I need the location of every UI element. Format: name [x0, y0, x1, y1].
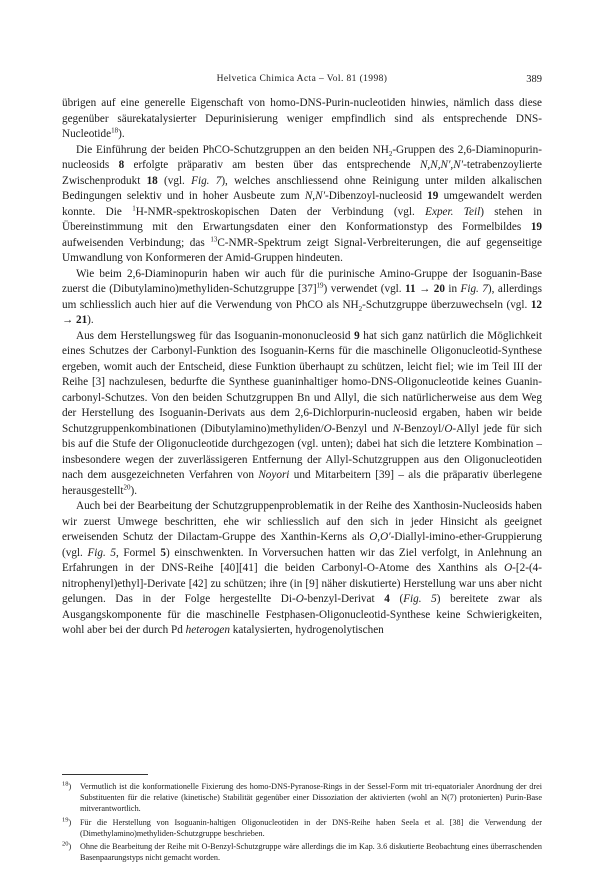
footnote-text: Ohne die Bearbeitung der Reihe mit O-Benzyl-Schutzgruppe wäre allerdings die im Kap. 3.6 diskutierte Beobachtung eines überraschenden Basenpaarungstyps nicht gemacht worden.	[80, 842, 542, 863]
page-number: 389	[526, 74, 542, 85]
paragraph-5: Auch bei der Bearbeitung der Schutzgruppenproblematik in der Reihe des Xanthosin-Nucleosids haben wir zuerst Umwege beschritten, ehe wir schliesslich auf den sich in jeder Hinsicht als geeignet erweisenden Schutz der Dilactam-Gruppe des Xanthin-Kerns als O,O′-Diallyl-imino-ether-Gruppierung (vgl. Fig. 5, Formel 5) einschwenkten. In Vorversuchen hatten wir das Ziel verfolgt, in Anlehnung an Erfahrungen in der DNS-Reihe [40][41] die beiden Carbonyl-O-Atome des Xanthins als O-[2-(4-nitrophenyl)ethyl]-Derivate [42] zu schützen; ihre (in [9] näher diskutierte) Herstellung war uns aber nicht gelungen. Das in der Folge hergestellte Di-O-benzyl-Derivat 4 (Fig. 5) bereitete zwar als Ausgangskomponente für die maschinelle Festphasen-Oligonucleotid-Synthese keine Schwierigkeiten, wohl aber bei der durch Pd heterogen katalysierten, hydrogenolytischen	[62, 500, 543, 636]
footnote	[62, 841, 542, 863]
footnote-number: $^{19}$)	[62, 815, 72, 827]
running-head: Helvetica Chimica Acta – Vol. 81 (1998)	[216, 74, 388, 84]
footnote-rule	[62, 774, 148, 775]
footnotes	[62, 781, 542, 865]
footnote	[62, 817, 542, 839]
paragraph-4: Aus dem Herstellungsweg für das Isoguanin-mononucleosid 9 hat sich ganz natürlich die Möglichkeit eines Schutzes der Carbonyl-Funktion des Isoguanin-Kerns für die maschinelle Oligonucleotid-Synthese ergeben, womit auch der Entscheid, diese Funktion überhaupt zu schützen, leicht fiel; wie im Teil III der Reihe [3] nachzulesen, bedurfte die Synthese guaninhaltiger homo-DNS-Oligonucleotide keines Guanin-carbonyl-Schutzes. Von den beiden Schutzgruppen Bn und Allyl, die sich natürlicherweise aus dem Weg der Herstellung des Isoguanin-Derivats aus dem 2,6-Dichlorpurin-nucleosid ergaben, haben wir beide Schutzgruppenkombinationen (Dibutylamino)methyliden/O-Benzyl und N-Benzoyl/O-Allyl jede für sich bis auf die Stufe der Oligonucleotide durchgezogen (vgl. unten); dabei hat sich die letztere Kombination – insbesondere wegen der zuverlässigeren Entfernung der Allyl-Schutzgruppen aus den Oligonucleotiden nach dem ausgezeichneten Verfahren von Noyori und Mitarbeitern [39] – als die präparativ überlegene herausgestellt$^{20}$).	[62, 329, 542, 497]
footnote	[62, 781, 542, 815]
footnote-text: Vermutlich ist die konformationelle Fixierung des homo-DNS-Pyranose-Rings in der Sessel-Form mit tri-equatorialer Anordnung der drei Substituenten für die relative (kinetische) Stabilität gegenüber einer Dissoziation der aktivierten (wohl an N(7) protonierten) Purin-Base mitverantwortlich.	[80, 782, 542, 814]
paragraph-1: übrigen auf eine generelle Eigenschaft von homo-DNS-Purin-nucleotiden hinwies, nämlich dass diese gegenüber säurekatalysierter Depurinisierung weniger empfindlich sind als entsprechende DNS-Nucleotide$^{18}$).	[62, 97, 542, 140]
running-header	[62, 74, 542, 88]
footnote-text: Für die Herstellung von Isoguanin-haltigen Oligonucleotiden in der DNS-Reihe haben Seela et al. [38] die Verwendung der (Dimethylamino)methyliden-Schutzgruppe beschrieben.	[80, 817, 542, 838]
footnote-number: $^{20}$)	[62, 840, 72, 852]
paragraph-3: Wie beim 2,6-Diaminopurin haben wir auch für die purinische Amino-Gruppe der Isoguanin-Base zuerst die (Dibutylamino)methyliden-Schutzgruppe $[37]^{19}$) verwendet (vgl. 11 → 20 in Fig. 7), allerdings um schliesslich auch hier auf die Verwendung von PhCO als $NH_2$-Schutzgruppe überzuwechseln (vgl. 12 → 21).	[62, 267, 542, 326]
paragraph-2: Die Einführung der beiden PhCO-Schutzgruppen an den beiden $NH_2$-Gruppen des 2,6-Diaminopurin-nucleosids 8 erfolgte präparativ am besten über das entsprechende N,N,N′,N′-tetrabenzoylierte Zwischenprodukt 18 (vgl. Fig. 7), welches anschliessend ohne Reinigung unter milden alkalischen Bedingungen selektiv und in hoher Ausbeute zum N,N′-Dibenzoyl-nucleosid 19 umgewandelt werden konnte. Die $^1$H-NMR-spektroskopischen Daten der Verbindung (vgl. Exper. Teil) stehen in Übereinstimmung mit den Erwartungsdaten einer den Konformationstyp des Formelbildes 19 aufweisenden Verbindung; das $^{13}$C-NMR-Spektrum zeigt Signal-Verbreiterungen, die auf gegenseitige Umwandlung von Konformeren der Amid-Gruppen hindeuten.	[62, 143, 543, 264]
body-text	[62, 96, 542, 639]
footnote-number: $^{18}$)	[62, 780, 72, 791]
